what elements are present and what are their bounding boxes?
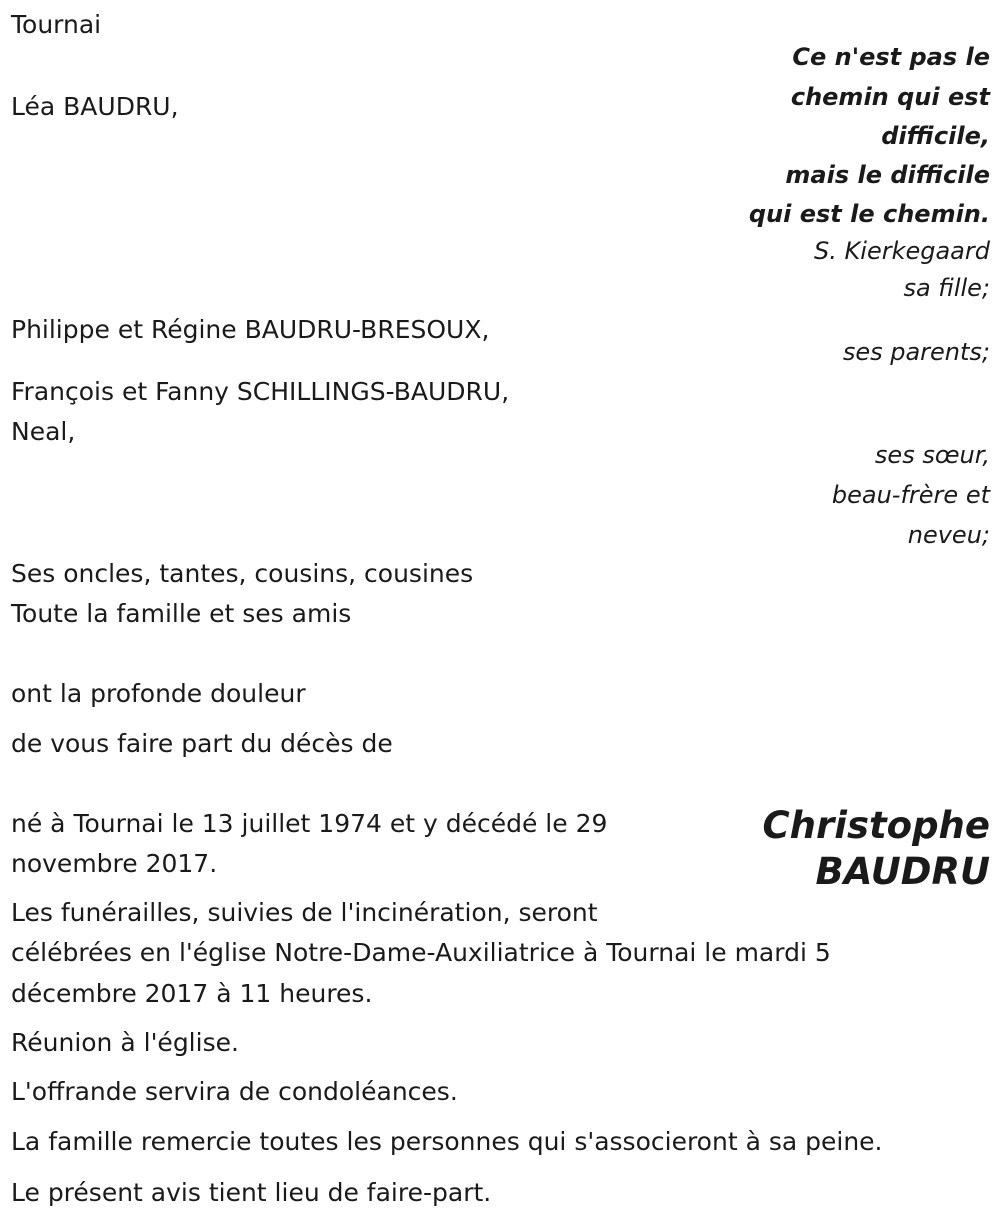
birth-death-line: né à Tournai le 13 juillet 1974 et y décédé le 29: [11, 809, 608, 838]
birth-death-line: novembre 2017.: [11, 849, 218, 878]
extended-family-line: Toute la famille et ses amis: [11, 599, 352, 628]
note-line: Le présent avis tient lieu de faire-part.: [11, 1178, 492, 1207]
parents-names: Philippe et Régine BAUDRU-BRESOUX,: [11, 315, 490, 344]
quote-line: mais le difficile: [785, 161, 990, 189]
siblings-names: François et Fanny SCHILLINGS-BAUDRU,: [11, 377, 510, 406]
deceased-first-name: Christophe: [762, 804, 990, 847]
siblings-relation: neveu;: [907, 521, 990, 549]
quote-line: chemin qui est: [790, 83, 990, 111]
note-line: La famille remercie toutes les personnes qui s'associeront à sa peine.: [11, 1127, 883, 1156]
announcement-line: de vous faire part du décès de: [11, 729, 393, 758]
siblings-relation: beau-frère et: [831, 481, 990, 509]
quote-author: S. Kierkegaard: [814, 237, 990, 265]
nephew-name: Neal,: [11, 417, 76, 446]
announcement-line: ont la profonde douleur: [11, 679, 306, 708]
daughter-name: Léa BAUDRU,: [11, 92, 179, 121]
funeral-line: Les funérailles, suivies de l'incinération, seront: [11, 898, 598, 927]
funeral-line: décembre 2017 à 11 heures.: [11, 979, 373, 1008]
quote-line: difficile,: [881, 122, 990, 150]
location: Tournai: [11, 10, 102, 39]
extended-family-line: Ses oncles, tantes, cousins, cousines: [11, 559, 474, 588]
quote-line: qui est le chemin.: [748, 200, 990, 228]
funeral-line: célébrées en l'église Notre-Dame-Auxiliatrice à Tournai le mardi 5: [11, 938, 831, 967]
note-line: Réunion à l'église.: [11, 1028, 239, 1057]
note-line: L'offrande servira de condoléances.: [11, 1077, 458, 1106]
parents-relation: ses parents;: [842, 338, 990, 366]
daughter-relation: sa fille;: [903, 274, 990, 302]
quote-line: Ce n'est pas le: [792, 43, 990, 71]
deceased-last-name: BAUDRU: [815, 850, 990, 893]
siblings-relation: ses sœur,: [874, 441, 990, 469]
